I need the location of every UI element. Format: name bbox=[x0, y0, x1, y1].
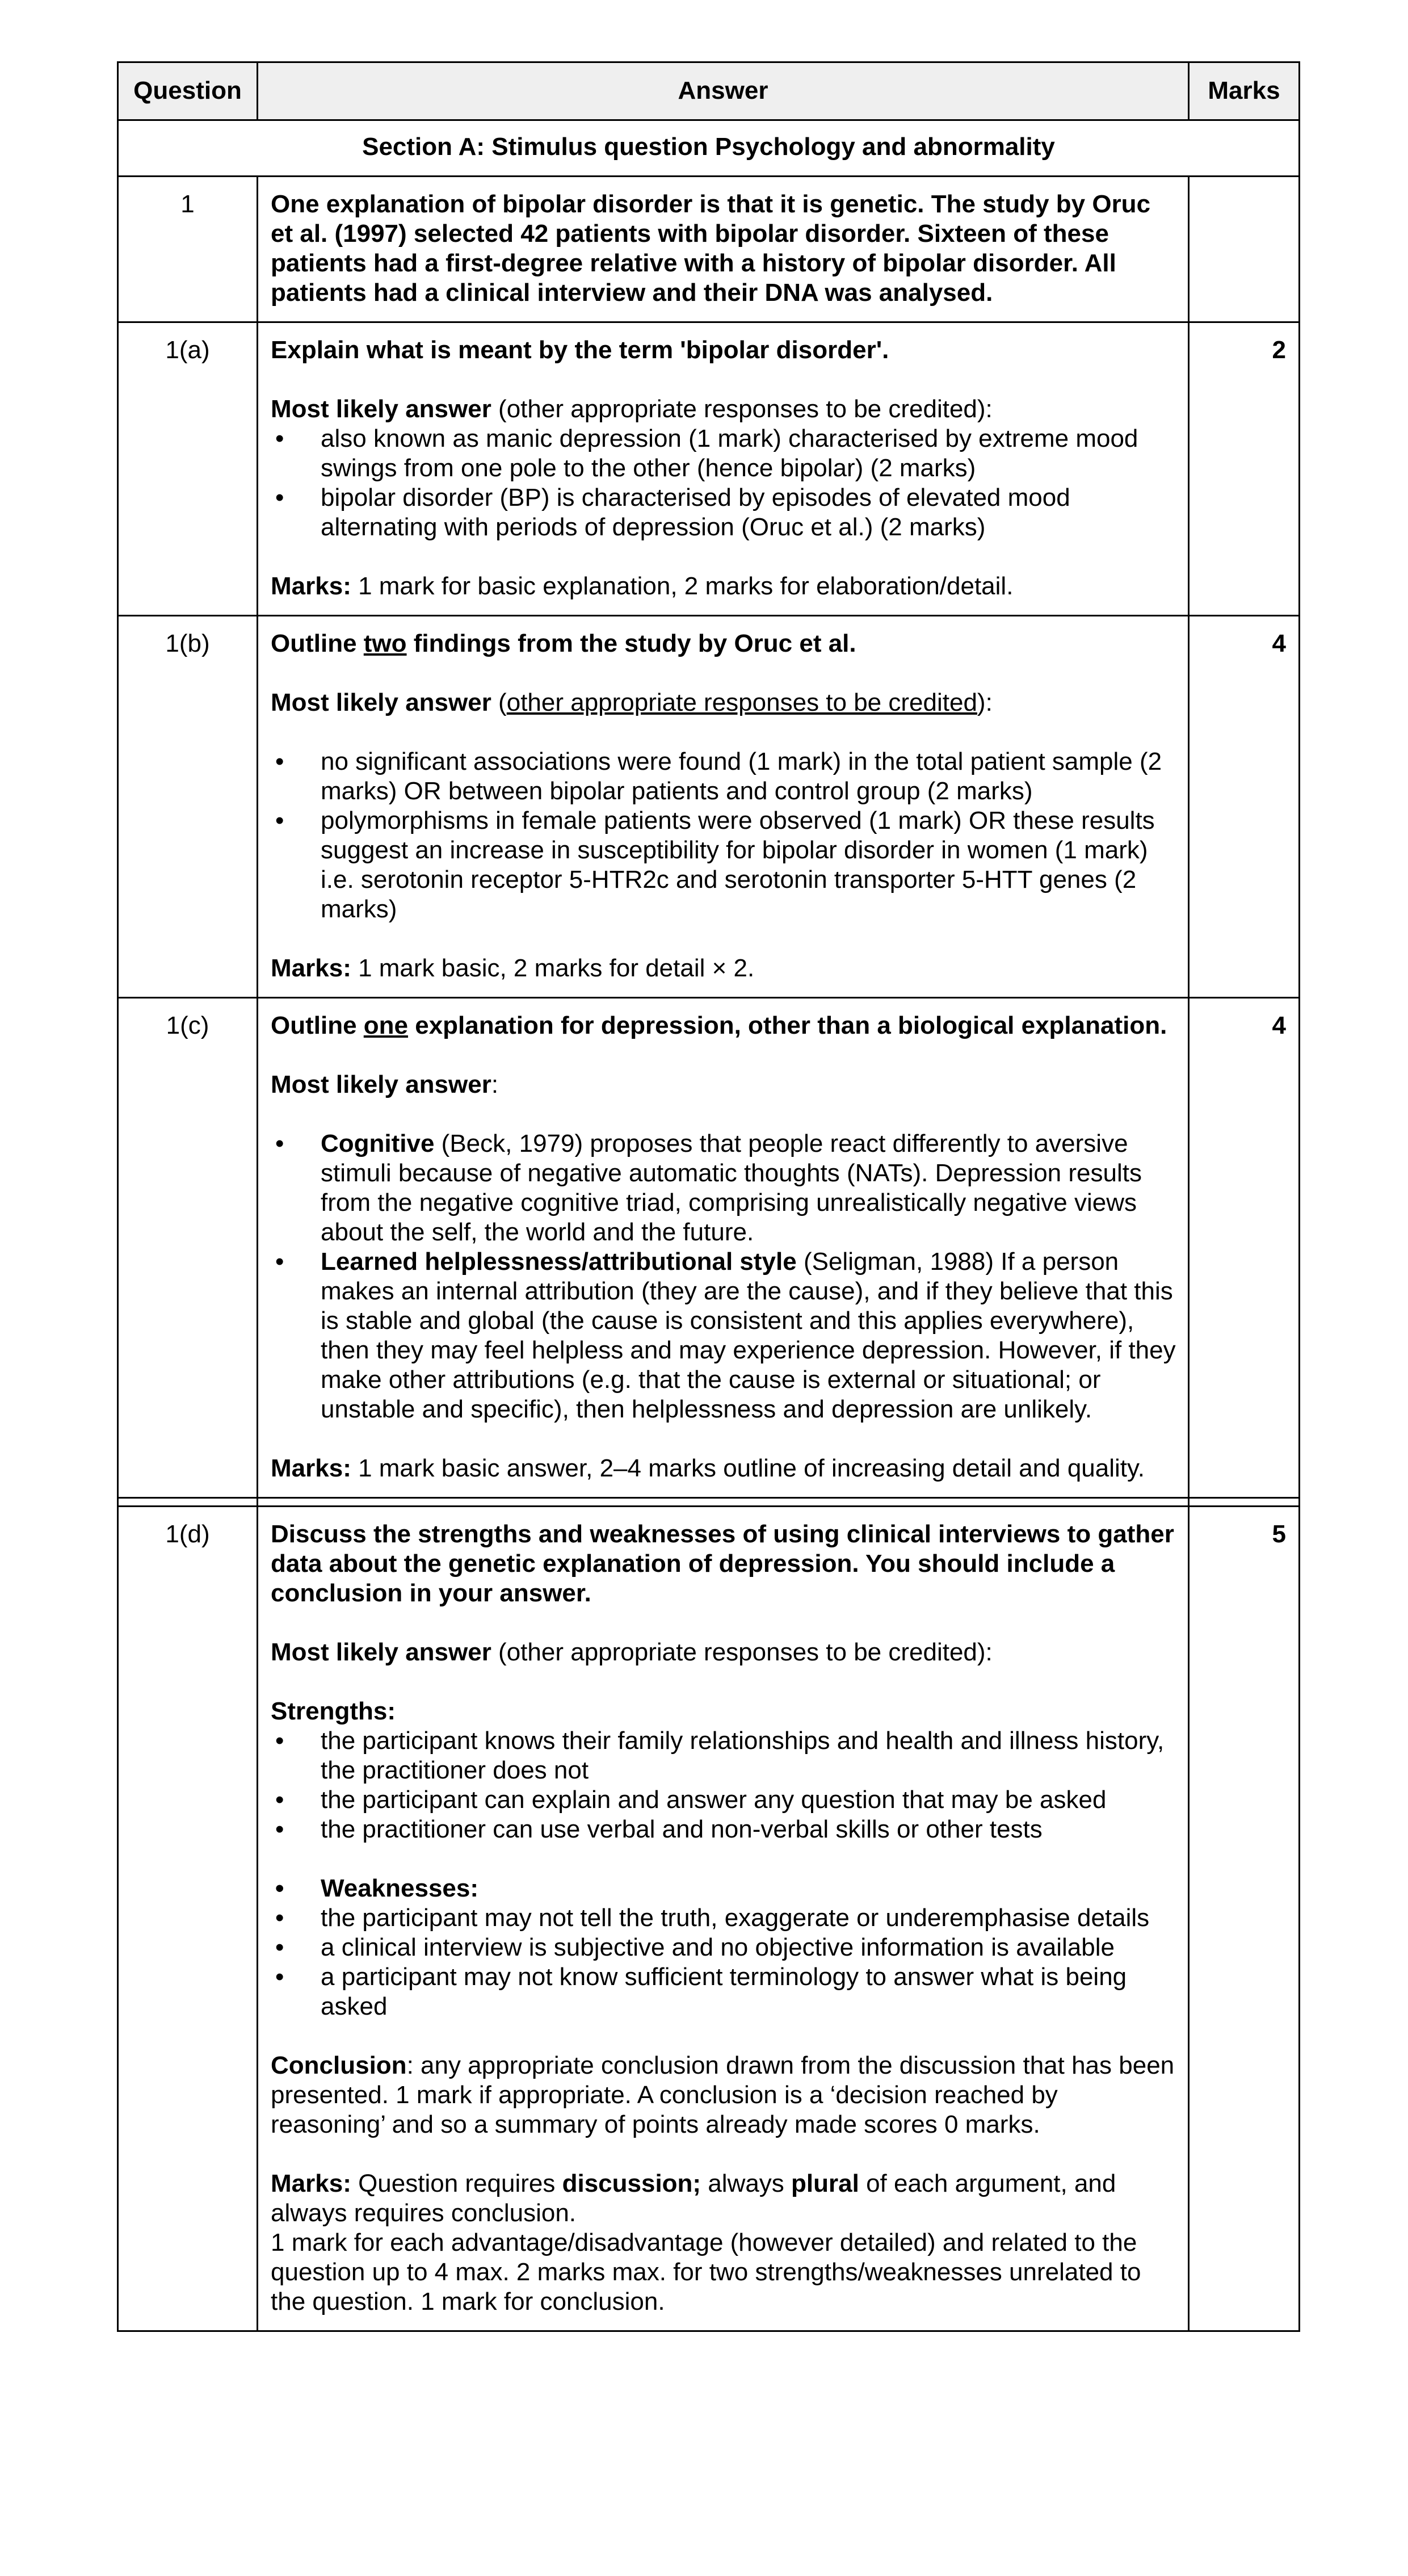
marks-guidance-detail: 1 mark for each advantage/disadvantage (however detailed) and related to the question up to 4 max. 2 marks max. for two strengths/weaknesses unrelated to the question. 1 mark for conclusion. bbox=[271, 2229, 1141, 2315]
question-text: Outline two findings from the study by Oruc et al. bbox=[271, 630, 856, 657]
question-text: Outline one explanation for depression, other than a biological explanation. bbox=[271, 1012, 1167, 1039]
marks-value: 5 bbox=[1189, 1507, 1300, 2331]
list-item: • a participant may not know sufficient terminology to answer what is being asked bbox=[271, 1962, 1176, 2021]
table-row bbox=[118, 1507, 1300, 2331]
answer-intro: Most likely answer (other appropriate responses to be credited): bbox=[271, 1638, 993, 1666]
question-text: Explain what is meant by the term 'bipolar disorder'. bbox=[271, 336, 889, 364]
question-number: 1(b) bbox=[118, 616, 258, 998]
answer-cell bbox=[258, 616, 1189, 998]
list-item: • Cognitive (Beck, 1979) proposes that people react differently to aversive stimuli because of negative automatic thoughts (NATs). Depression results from the negative cognitive triad, comprising unrealistically negative views about the self, the world and the future. bbox=[271, 1129, 1176, 1247]
list-item: • no significant associations were found (1 mark) in the total patient sample (2 marks) OR between bipolar patients and control group (2 marks) bbox=[271, 747, 1176, 806]
section-row bbox=[118, 120, 1300, 177]
list-item: • bipolar disorder (BP) is characterised by episodes of elevated mood alternating with periods of depression (Oruc et al.) (2 marks) bbox=[271, 483, 1176, 542]
marks-guidance: Marks: 1 mark basic answer, 2–4 marks outline of increasing detail and quality. bbox=[271, 1454, 1145, 1482]
list-item: • the participant can explain and answer any question that may be asked bbox=[271, 1785, 1176, 1815]
answer-intro: Most likely answer (other appropriate responses to be credited): bbox=[271, 689, 993, 716]
answer-cell bbox=[258, 322, 1189, 616]
weaknesses-list bbox=[271, 1874, 1176, 2021]
list-item: • the practitioner can use verbal and non-verbal skills or other tests bbox=[271, 1815, 1176, 1844]
answer-intro: Most likely answer: bbox=[271, 1071, 499, 1098]
header-marks: Marks bbox=[1189, 62, 1300, 120]
strengths-heading: Strengths: bbox=[271, 1697, 396, 1725]
list-item: • Learned helplessness/attributional style (Seligman, 1988) If a person makes an internal attribution (they are the cause), and if they believe that this is stable and global (the cause is consistent and this applies everywhere), then they may feel helpless and may experience depression. However, if they make other attributions (e.g. that the cause is external or situational; or unstable and specific), then helplessness and depression are unlikely. bbox=[271, 1247, 1176, 1424]
strengths-list bbox=[271, 1726, 1176, 1844]
list-item: • also known as manic depression (1 mark) characterised by extreme mood swings from one pole to the other (hence bipolar) (2 marks) bbox=[271, 424, 1176, 483]
answer-bullets bbox=[271, 424, 1176, 542]
question-number: 1(c) bbox=[118, 998, 258, 1498]
marks-value: 2 bbox=[1189, 322, 1300, 616]
list-item: • the participant may not tell the truth, exaggerate or underemphasise details bbox=[271, 1903, 1176, 1933]
header-answer: Answer bbox=[258, 62, 1189, 120]
answer-cell bbox=[258, 1507, 1189, 2331]
row-divider bbox=[118, 1498, 1300, 1507]
answer-bullets bbox=[271, 747, 1176, 924]
list-item: • polymorphisms in female patients were observed (1 mark) OR these results suggest an increase in susceptibility for bipolar disorder in women (1 mark) i.e. serotonin receptor 5-HTR2c and serotonin transporter 5-HTT genes (2 marks) bbox=[271, 806, 1176, 924]
answer-cell bbox=[258, 998, 1189, 1498]
marks-guidance: Marks: 1 mark basic, 2 marks for detail × 2. bbox=[271, 954, 755, 982]
answer-intro: Most likely answer (other appropriate responses to be credited): bbox=[271, 395, 993, 423]
question-text: Discuss the strengths and weaknesses of using clinical interviews to gather data about the genetic explanation of depression. You should include a conclusion in your answer. bbox=[271, 1520, 1174, 1607]
question-number: 1(a) bbox=[118, 322, 258, 616]
mark-scheme-table bbox=[117, 61, 1300, 2332]
question-number: 1 bbox=[118, 177, 258, 322]
table-row bbox=[118, 177, 1300, 322]
list-item: • the participant knows their family relationships and health and illness history, the practitioner does not bbox=[271, 1726, 1176, 1785]
table-header-row bbox=[118, 62, 1300, 120]
marks-guidance: Marks: 1 mark for basic explanation, 2 marks for elaboration/detail. bbox=[271, 572, 1014, 600]
answer-bullets bbox=[271, 1129, 1176, 1424]
question-number: 1(d) bbox=[118, 1507, 258, 2331]
marks-value: 4 bbox=[1189, 998, 1300, 1498]
table-row bbox=[118, 998, 1300, 1498]
marks-guidance: Marks: Question requires discussion; always plural of each argument, and always requires conclusion. bbox=[271, 2170, 1116, 2227]
weaknesses-heading: • Weaknesses: bbox=[271, 1874, 1176, 1903]
table-row bbox=[118, 616, 1300, 998]
marks-cell bbox=[1189, 177, 1300, 322]
answer-cell bbox=[258, 177, 1189, 322]
list-item: • a clinical interview is subjective and no objective information is available bbox=[271, 1933, 1176, 1962]
section-title: Section A: Stimulus question Psychology and abnormality bbox=[118, 120, 1300, 177]
question-stem: One explanation of bipolar disorder is that it is genetic. The study by Oruc et al. (1997) selected 42 patients with bipolar disorder. Sixteen of these patients had a first-degree relative with a history of bipolar disorder. All patients had a clinical interview and their DNA was analysed. bbox=[271, 190, 1151, 307]
header-question: Question bbox=[118, 62, 258, 120]
table-row bbox=[118, 322, 1300, 616]
conclusion-guidance: Conclusion: any appropriate conclusion drawn from the discussion that has been presented. 1 mark if appropriate. A conclusion is a ‘decision reached by reasoning’ and so a summary of points already made scores 0 marks. bbox=[271, 2051, 1175, 2138]
marks-value: 4 bbox=[1189, 616, 1300, 998]
